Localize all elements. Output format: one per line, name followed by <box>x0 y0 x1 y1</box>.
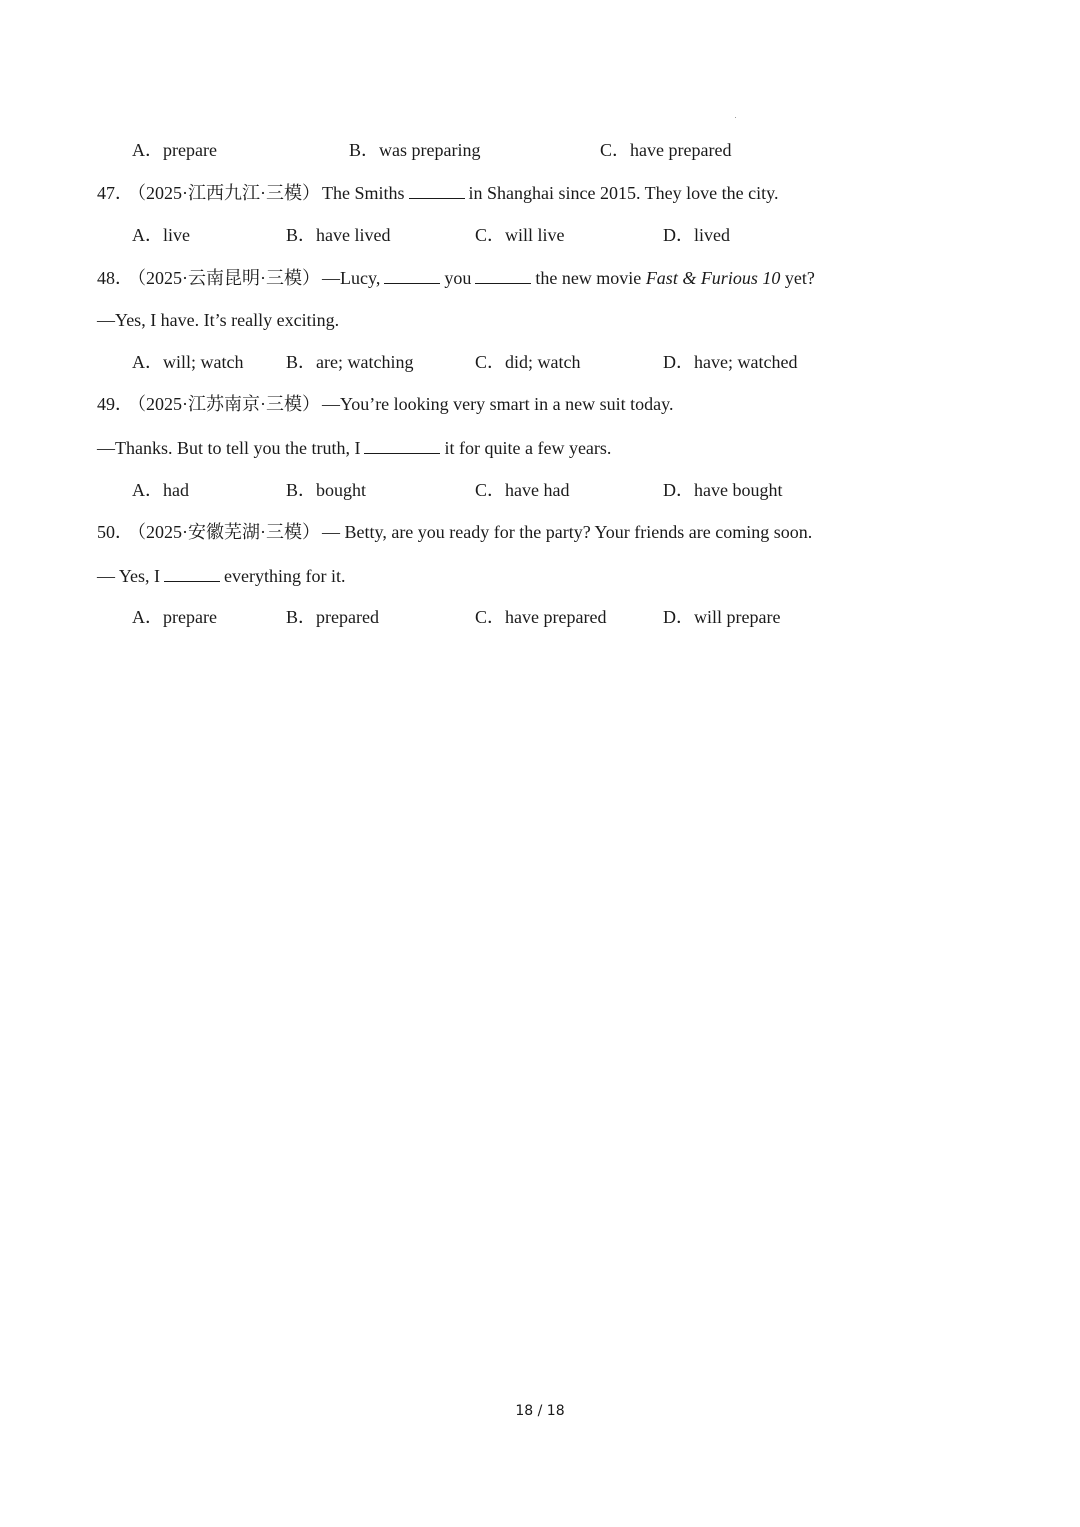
q48-blank-2 <box>475 265 531 284</box>
q47-number: 47． <box>97 183 133 203</box>
q50-option-c: C．have prepared <box>475 607 607 627</box>
q48-text-1: —Lucy, <box>322 268 381 288</box>
q48-text-3: the new movie <box>535 268 642 288</box>
q50-number: 50． <box>97 522 133 542</box>
q48-option-b: B．are; watching <box>286 352 414 372</box>
q48-text-4: yet? <box>784 268 815 288</box>
q49-reply <box>97 435 611 460</box>
q50-reply <box>97 563 346 588</box>
q46-option-b: B．was preparing <box>349 140 481 160</box>
scan-speck <box>735 117 736 118</box>
q47-source: （2025·江西九江·三模） <box>137 183 320 203</box>
q49-reply-after: it for quite a few years. <box>444 438 612 458</box>
q48-blank-1 <box>384 265 440 284</box>
q48-option-a: A．will; watch <box>132 352 244 372</box>
q46-option-c: C．have prepared <box>600 140 732 160</box>
q48-text-2: you <box>444 268 472 288</box>
q47-option-a: A．live <box>132 225 190 245</box>
q48-option-c: C．did; watch <box>475 352 581 372</box>
page-number: 18 / 18 <box>515 1403 565 1419</box>
q49-stem <box>97 392 673 416</box>
q50-blank <box>164 563 220 582</box>
q49-text: —You’re looking very smart in a new suit today. <box>322 394 674 414</box>
q47-stem <box>97 180 778 205</box>
q47-text-before: The Smiths <box>322 183 405 203</box>
q47-text-after: in Shanghai since 2015. They love the city. <box>468 183 779 203</box>
q50-reply-before: — Yes, I <box>97 566 161 586</box>
q48-movie-title: Fast & Furious 10 <box>645 268 781 288</box>
q49-reply-before: —Thanks. But to tell you the truth, I <box>97 438 361 458</box>
q49-option-b: B．bought <box>286 480 367 500</box>
q49-number: 49． <box>97 394 133 414</box>
q48-number: 48． <box>97 268 133 288</box>
q47-option-d: D．lived <box>663 225 730 245</box>
q50-text: — Betty, are you ready for the party? Your friends are coming soon. <box>322 522 813 542</box>
q48-reply: —Yes, I have. It’s really exciting. <box>97 310 340 330</box>
q49-source: （2025·江苏南京·三模） <box>137 394 320 414</box>
q50-option-b: B．prepared <box>286 607 379 627</box>
q50-option-d: D．will prepare <box>663 607 781 627</box>
q50-reply-after: everything for it. <box>224 566 346 586</box>
q49-option-c: C．have had <box>475 480 570 500</box>
q48-source: （2025·云南昆明·三模） <box>137 268 320 288</box>
q50-stem <box>97 520 812 544</box>
q47-option-b: B．have lived <box>286 225 391 245</box>
q49-option-d: D．have bought <box>663 480 783 500</box>
q50-source: （2025·安徽芜湖·三模） <box>137 522 320 542</box>
q47-option-c: C．will live <box>475 225 565 245</box>
q49-blank <box>364 435 440 454</box>
q48-option-d: D．have; watched <box>663 352 798 372</box>
q48-stem <box>97 265 815 290</box>
q46-option-a: A．prepare <box>132 140 217 160</box>
q49-option-a: A．had <box>132 480 189 500</box>
q47-blank <box>409 180 465 199</box>
q50-option-a: A．prepare <box>132 607 217 627</box>
